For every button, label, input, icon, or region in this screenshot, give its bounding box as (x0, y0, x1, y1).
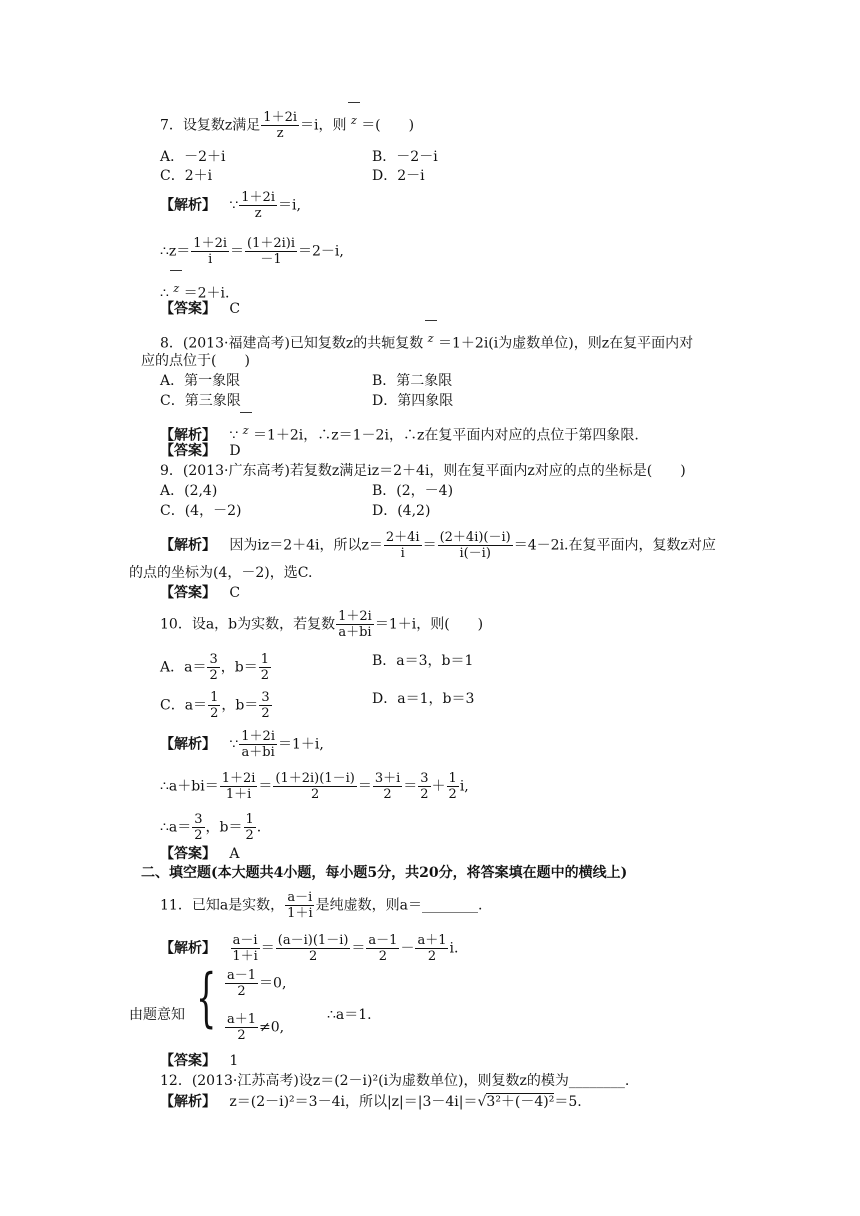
q10-option-a (160, 652, 272, 683)
q10-solution-line2 (160, 771, 469, 802)
frac-den: 2 (310, 787, 320, 802)
q7-solution-line2 (160, 236, 344, 267)
q7-zbar: z (351, 112, 357, 130)
q7-l2-text: ∴z＝ (160, 243, 191, 260)
equals: ＝ (230, 243, 244, 260)
frac-den: 2 (448, 787, 457, 802)
frac (207, 652, 219, 683)
frac-num: 1＋2i (221, 771, 256, 786)
q7-l2-frac2 (245, 236, 297, 267)
frac-num: a－1 (227, 968, 257, 983)
minus: － (400, 940, 415, 957)
frac-num: 1 (448, 771, 457, 786)
q7-option-b: B．－2－i (372, 149, 438, 165)
frac-den: a＋bi (338, 625, 372, 640)
frac-num: 1＋2i (241, 190, 275, 205)
q10-option-b: B．a＝3，b＝1 (372, 653, 474, 669)
frac (447, 771, 459, 802)
q11-condition-1 (224, 968, 286, 999)
option-text: ，b＝ (221, 697, 259, 714)
q8-zbar: z (428, 330, 434, 348)
q7-l3-zbar: z (173, 280, 179, 298)
q7-option-d: D．2－i (372, 168, 425, 184)
q11-solution-line1 (160, 933, 458, 964)
frac-den: －1 (260, 252, 282, 267)
frac-num: (1＋2i)i (247, 236, 296, 251)
q9-solution-line1 (160, 530, 716, 561)
frac-num: a－1 (368, 933, 398, 948)
frac (276, 933, 351, 964)
q10-solution-line3 (160, 812, 261, 843)
q10-l2-tail: i, (459, 778, 469, 795)
q11-cond2-text: ≠0, (259, 1019, 285, 1036)
frac (259, 652, 271, 683)
q7-option-a: A．－2＋i (160, 149, 226, 165)
q9-option-d: D．(4,2) (372, 503, 431, 519)
frac-den: 2 (420, 787, 429, 802)
q10-l2-text: ∴a＋bi＝ (160, 778, 219, 795)
q10-answer (160, 845, 239, 863)
q8-answer (160, 442, 241, 460)
q12-sol-tail: ＝5. (554, 1094, 582, 1110)
q8-option-c: C．第三象限 (160, 393, 241, 409)
equals: ＝ (357, 778, 372, 795)
q9-answer-value: C (229, 585, 241, 601)
q12-sol-text: z＝(2－i)²＝3－4i，所以|z|＝|3－4i|＝ (229, 1094, 478, 1110)
frac-den: 2 (237, 1028, 246, 1043)
q7-l1-text: ＝i, (277, 197, 301, 214)
frac-den: 2 (210, 706, 219, 721)
frac-den: 2 (378, 949, 388, 964)
answer-tag: 【答案】 (160, 301, 216, 317)
q9-stem: 9．(2013·广东高考)若复数z满足iz＝2＋4i，则在复平面内z对应的点的坐标是( ) (160, 463, 686, 479)
q7-stem (160, 110, 414, 141)
frac-den: i (400, 546, 405, 561)
solution-tag: 【解析】 (160, 197, 216, 214)
frac-num: a＋1 (227, 1012, 257, 1027)
q12-solution (160, 1093, 582, 1111)
therefore-symbol: ∴ (160, 285, 169, 302)
frac (259, 690, 271, 721)
frac (239, 729, 277, 760)
frac-den: i (208, 252, 213, 267)
q7-answer (160, 300, 240, 318)
frac-num: 3 (420, 771, 429, 786)
frac-num: 1＋2i (193, 236, 227, 251)
q10-stem-frac (336, 609, 374, 640)
frac-den: 2 (427, 949, 437, 964)
q10-option-c (160, 690, 273, 721)
q10-answer-value: A (229, 846, 240, 862)
q7-stem-text2: ＝i，则 (300, 117, 347, 134)
q9-option-a: A．(2,4) (160, 483, 218, 499)
answer-tag: 【答案】 (160, 846, 216, 862)
q9-frac2 (438, 530, 513, 561)
frac-den: 2 (261, 706, 270, 721)
q7-answer-value: C (229, 301, 241, 317)
q8-zbar-sol: z (243, 422, 249, 440)
answer-tag: 【答案】 (160, 585, 216, 601)
q10-solution-line1 (160, 729, 324, 760)
q11-stem (160, 890, 482, 921)
solution-tag: 【解析】 (160, 537, 216, 554)
q9-frac1 (384, 530, 422, 561)
q7-stem-text: 7．设复数z满足 (160, 117, 261, 134)
plus: ＋ (431, 778, 446, 795)
frac (225, 968, 258, 999)
left-brace: { (196, 961, 217, 1035)
q9-option-c: C．(4，－2) (160, 503, 242, 519)
q7-l2-result: ＝2－i, (298, 243, 344, 260)
q10-stem-text2: ＝1＋i，则( ) (374, 616, 484, 633)
q10-stem (160, 609, 483, 640)
frac-den: z (254, 206, 262, 221)
frac-num: 1 (245, 812, 254, 827)
frac-num: a－i (232, 933, 258, 948)
frac-num: 3＋i (374, 771, 401, 786)
q10-option-d: D．a＝1，b＝3 (372, 691, 475, 707)
q8-stem-text: 8．(2013·福建高考)已知复数z的共轭复数 (160, 335, 424, 352)
q9-sol-text: 因为iz＝2＋4i，所以z＝ (229, 537, 383, 554)
q7-frac-den: z (276, 126, 284, 141)
q11-sol-tail: i. (449, 940, 459, 957)
solution-tag: 【解析】 (160, 736, 216, 753)
equals: ＝ (351, 940, 366, 957)
equals: ＝ (258, 778, 273, 795)
frac-den: 2 (245, 828, 254, 843)
because-symbol: ∵ (229, 197, 239, 214)
q8-option-d: D．第四象限 (372, 393, 454, 409)
q12-stem: 12．(2013·江苏高考)设z＝(2－i)²(i为虚数单位)，则复数z的模为________. (160, 1073, 630, 1089)
frac (366, 933, 399, 964)
q7-stem-fraction (261, 110, 299, 141)
frac-den: 1＋i (287, 906, 313, 921)
q8-option-b: B．第二象限 (372, 373, 453, 389)
frac-den: a＋bi (241, 745, 275, 760)
frac (415, 933, 448, 964)
frac-num: 3 (194, 812, 203, 827)
q7-option-c: C．2＋i (160, 168, 213, 184)
frac-num: a－i (287, 890, 313, 905)
q7-l1-fraction (239, 190, 277, 221)
frac-num: 1＋2i (241, 729, 275, 744)
answer-tag: 【答案】 (160, 1053, 216, 1069)
q10-l1-text: ＝1＋i, (277, 736, 324, 753)
because-symbol: ∵ (229, 427, 239, 444)
frac (225, 1012, 258, 1043)
q11-condition-label: 由题意知 (129, 1007, 185, 1023)
answer-tag: 【答案】 (160, 443, 216, 459)
q8-stem-line1 (160, 330, 693, 353)
solution-tag: 【解析】 (160, 427, 216, 444)
frac-den: 2 (237, 984, 246, 999)
q11-stem-text: 11．已知a是实数， (160, 897, 285, 914)
equals: ＝ (403, 778, 418, 795)
q9-solution-line2: 的点的坐标为(4，－2)，选C. (129, 565, 313, 581)
sqrt-icon: √ (477, 1094, 487, 1110)
frac-num: (1＋2i)(1－i) (275, 771, 355, 786)
option-text: ，b＝ (220, 659, 258, 676)
q11-cond1-text: ＝0, (259, 975, 287, 992)
q9-option-b: B．(2，－4) (372, 483, 454, 499)
frac (230, 933, 259, 964)
frac-num: a＋1 (417, 933, 447, 948)
frac (244, 812, 256, 843)
frac-num: (a－i)(1－i) (277, 933, 349, 948)
period: . (256, 819, 262, 836)
frac (373, 771, 402, 802)
q8-answer-value: D (229, 443, 241, 459)
q11-stem-text2: 是纯虚数，则a＝________. (315, 897, 483, 914)
frac-num: (2＋4i)(－i) (439, 530, 511, 545)
q12-radicand: 3²＋(－4)² (486, 1094, 555, 1110)
q7-l2-frac1 (191, 236, 229, 267)
q8-stem-text2: ＝1＋2i(i为虚数单位)，则z在复平面内对 (438, 335, 694, 352)
frac-den: 2 (194, 828, 203, 843)
frac (418, 771, 430, 802)
q7-l3-text: ＝2＋i. (183, 285, 230, 302)
frac (285, 890, 314, 921)
frac-num: 2＋4i (385, 530, 420, 545)
q11-condition-result: ∴a＝1. (327, 1007, 372, 1023)
q10-stem-text: 10．设a，b为实数，若复数 (160, 616, 336, 633)
equals: ＝ (422, 537, 437, 554)
frac (273, 771, 356, 802)
frac-den: 2 (308, 949, 318, 964)
frac-den: 1＋i (225, 787, 252, 802)
frac-num: 1 (210, 690, 219, 705)
frac-num: 1 (260, 652, 269, 667)
because-symbol: ∵ (229, 736, 239, 753)
q11-answer (160, 1052, 238, 1070)
frac-den: 1＋i (232, 949, 258, 964)
frac-num: 1＋2i (338, 609, 372, 624)
solution-tag: 【解析】 (160, 1094, 216, 1110)
frac-den: i(－i) (459, 546, 491, 561)
q11-answer-value: 1 (229, 1053, 239, 1069)
q7-stem-text3: ＝( ) (361, 117, 415, 134)
q8-option-a: A．第一象限 (160, 373, 241, 389)
option-text: A．a＝ (160, 659, 207, 676)
option-text: C．a＝ (160, 697, 208, 714)
q7-solution-line1 (160, 190, 301, 221)
frac-den: 2 (260, 668, 269, 683)
q10-l3-text: ∴a＝ (160, 819, 192, 836)
frac (208, 690, 220, 721)
q8-stem-line2: 应的点位于( ) (141, 353, 250, 369)
equals: ＝ (260, 940, 275, 957)
solution-tag: 【解析】 (160, 940, 216, 957)
frac-num: 3 (261, 690, 270, 705)
frac (192, 812, 204, 843)
frac-num: 3 (209, 652, 218, 667)
q8-solution-text: ＝1＋2i，∴z＝1－2i，∴z在复平面内对应的点位于第四象限. (252, 427, 639, 444)
frac-den: 2 (209, 668, 218, 683)
q9-sol-text2: ＝4－2i.在复平面内，复数z对应 (513, 537, 716, 554)
q7-frac-num: 1＋2i (263, 110, 297, 125)
q9-answer (160, 584, 240, 602)
frac-den: 2 (383, 787, 392, 802)
section-heading-fill-blank: 二、填空题(本大题共4小题，每小题5分，共20分，将答案填在题中的横线上) (141, 865, 628, 881)
q10-l3-text2: ，b＝ (205, 819, 243, 836)
frac (220, 771, 258, 802)
q11-condition-2 (224, 1012, 284, 1043)
